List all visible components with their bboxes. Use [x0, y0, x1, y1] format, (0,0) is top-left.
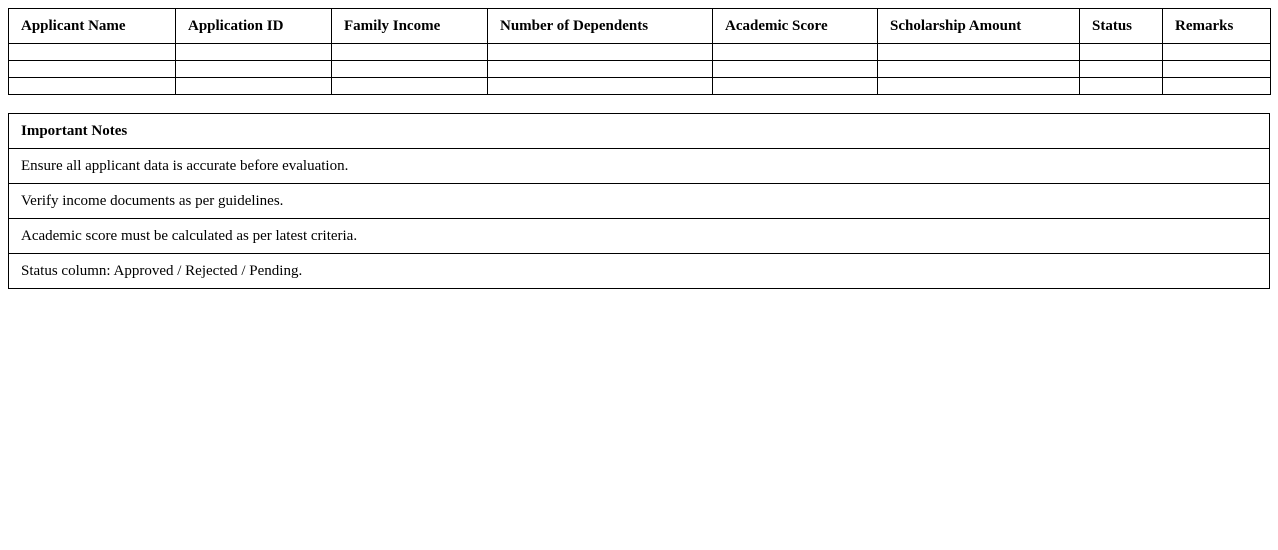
table-cell[interactable] — [878, 61, 1080, 78]
note-item: Status column: Approved / Rejected / Pending. — [9, 254, 1270, 289]
table-row — [9, 78, 1271, 95]
table-cell[interactable] — [878, 44, 1080, 61]
table-cell[interactable] — [1163, 44, 1271, 61]
table-cell[interactable] — [9, 44, 176, 61]
header-family-income: Family Income — [332, 9, 488, 44]
table-cell[interactable] — [713, 61, 878, 78]
header-academic-score: Academic Score — [713, 9, 878, 44]
table-cell[interactable] — [1080, 78, 1163, 95]
table-cell[interactable] — [488, 44, 713, 61]
note-row — [9, 149, 1270, 184]
header-application-id: Application ID — [176, 9, 332, 44]
note-row — [9, 184, 1270, 219]
header-scholarship-amount: Scholarship Amount — [878, 9, 1080, 44]
table-header-row — [9, 9, 1271, 44]
header-applicant-name: Applicant Name — [9, 9, 176, 44]
table-cell[interactable] — [1163, 61, 1271, 78]
table-cell[interactable] — [1080, 44, 1163, 61]
table-cell[interactable] — [713, 44, 878, 61]
table-cell[interactable] — [488, 61, 713, 78]
table-cell[interactable] — [176, 44, 332, 61]
table-cell[interactable] — [713, 78, 878, 95]
note-item: Academic score must be calculated as per latest criteria. — [9, 219, 1270, 254]
table-cell[interactable] — [9, 78, 176, 95]
table-cell[interactable] — [332, 61, 488, 78]
note-item: Verify income documents as per guidelines. — [9, 184, 1270, 219]
table-cell[interactable] — [1080, 61, 1163, 78]
table-cell[interactable] — [1163, 78, 1271, 95]
applicants-table — [8, 8, 1271, 95]
notes-header-row — [9, 114, 1270, 149]
note-row — [9, 254, 1270, 289]
table-cell[interactable] — [176, 61, 332, 78]
table-cell[interactable] — [176, 78, 332, 95]
note-item: Ensure all applicant data is accurate before evaluation. — [9, 149, 1270, 184]
table-cell[interactable] — [878, 78, 1080, 95]
table-row — [9, 44, 1271, 61]
notes-table — [8, 113, 1270, 289]
table-cell[interactable] — [488, 78, 713, 95]
note-row — [9, 219, 1270, 254]
header-number-of-dependents: Number of Dependents — [488, 9, 713, 44]
table-cell[interactable] — [9, 61, 176, 78]
header-status: Status — [1080, 9, 1163, 44]
header-remarks: Remarks — [1163, 9, 1271, 44]
notes-title: Important Notes — [9, 114, 1270, 149]
table-row — [9, 61, 1271, 78]
table-cell[interactable] — [332, 44, 488, 61]
table-cell[interactable] — [332, 78, 488, 95]
